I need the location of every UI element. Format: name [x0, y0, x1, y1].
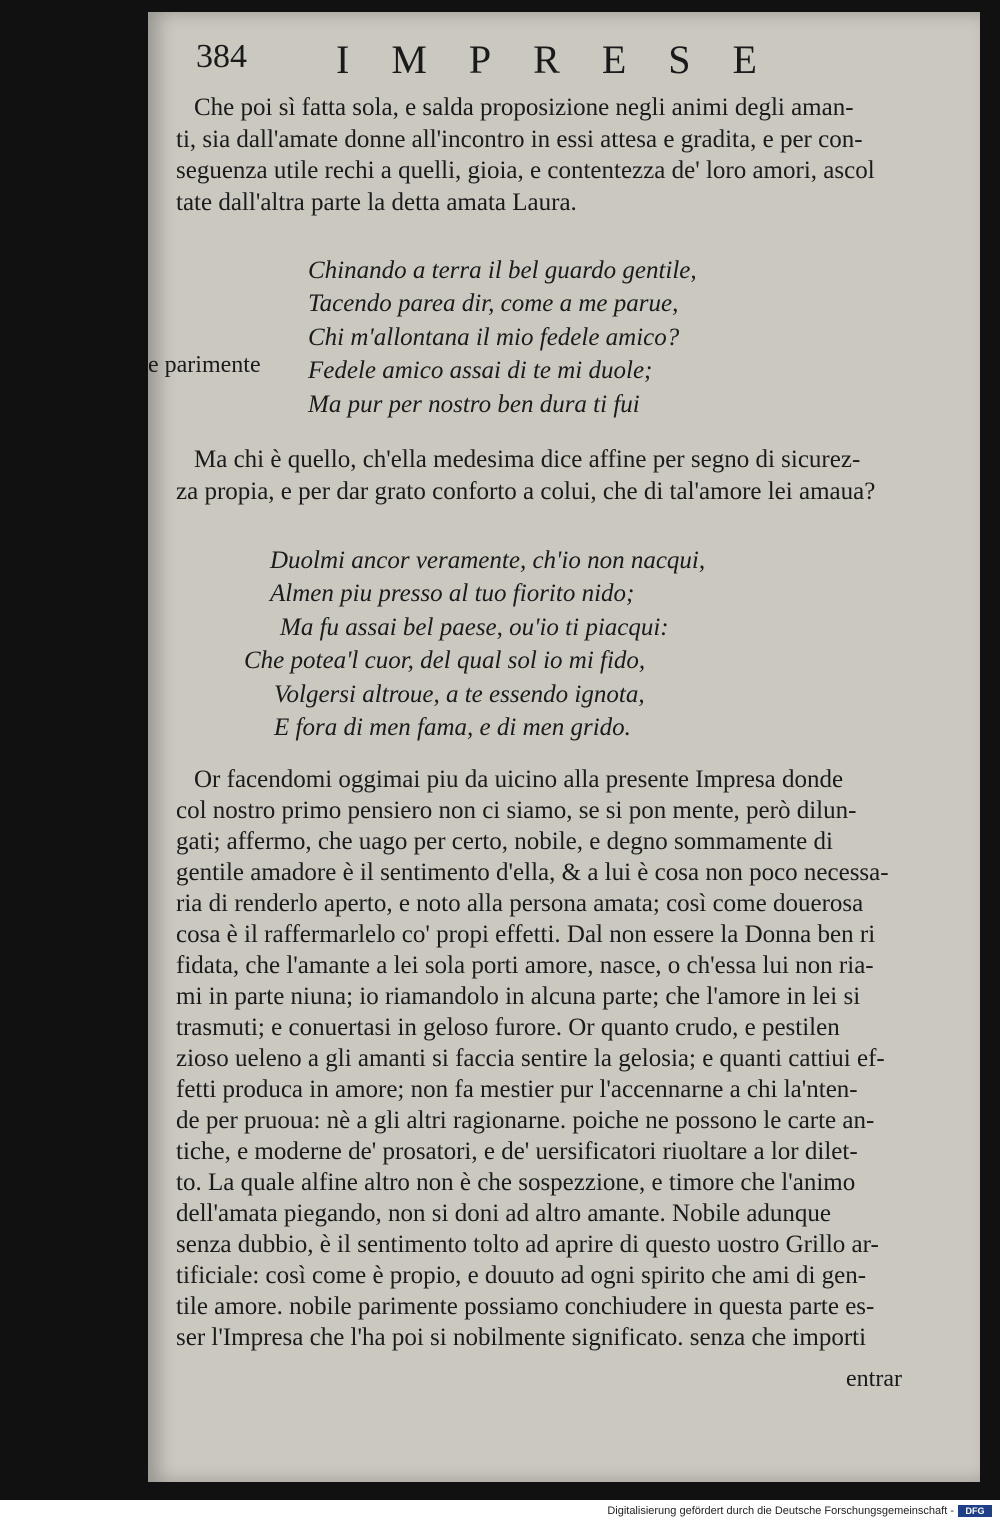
text-line: Ma chi è quello, ch'ella medesima dice affine per segno di sicurez- — [194, 446, 861, 473]
paragraph-2 — [176, 444, 951, 507]
text-line: ser l'Impresa che l'ha poi si nobilmente significato. senza che importi — [176, 1324, 867, 1351]
paragraph-1 — [176, 92, 951, 218]
footer-credit: Digitalisierung gefördert durch die Deutsche Forschungsgemeinschaft - — [607, 1505, 954, 1517]
verse-line: Tacendo parea dir, come a me parue, — [308, 290, 679, 318]
dfg-logo-icon: DFG — [958, 1505, 992, 1517]
verse-line: Chi m'allontana il mio fedele amico? — [308, 323, 680, 351]
text-line: fetti produca in amore; non fa mestier pur l'accennarne a chi la'nten- — [176, 1076, 858, 1103]
book-page — [148, 12, 980, 1482]
text-line: tate dall'altra parte la detta amata Laura. — [176, 188, 577, 216]
text-line: trasmuti; e conuertasi in geloso furore. Or quanto crudo, e pestilen — [176, 1014, 840, 1041]
text-line: dell'amata piegando, non si doni ad altro amante. Nobile adunque — [176, 1200, 832, 1227]
running-head — [196, 38, 976, 88]
text-line: to. La quale alfine altro non è che sospezzione, e timore che l'animo — [176, 1169, 856, 1196]
text-line: col nostro primo pensiero non ci siamo, se si pon mente, però dilun- — [176, 797, 857, 824]
paragraph-3 — [176, 764, 951, 1353]
section-title: IMPRESE — [336, 37, 799, 82]
verse-block-2 — [244, 544, 705, 744]
text-line: senza dubbio, è il sentimento tolto ad aprire di questo uostro Grillo ar- — [176, 1231, 879, 1258]
text-line: ti, sia dall'amate donne all'incontro in essi attesa e gradita, e per con- — [176, 125, 863, 153]
text-line: zioso ueleno a gli amanti si faccia sentire la gelosia; e quanti cattiui ef- — [176, 1045, 885, 1072]
text-line: ria di renderlo aperto, e noto alla persona amata; così come douerosa — [176, 890, 864, 917]
verse-line: Volgersi altroue, a te essendo ignota, — [274, 680, 645, 708]
text-line: de per pruoua: nè a gli altri ragionarne. poiche ne possono le carte an- — [176, 1107, 875, 1134]
text-line: fidata, che l'amante a lei sola porti amore, nasce, o ch'essa lui non ria- — [176, 952, 874, 979]
verse-line: Ma pur per nostro ben dura ti fui — [308, 390, 640, 418]
text-line: gentile amadore è il sentimento d'ella, & a lui è cosa non poco necessa- — [176, 859, 889, 886]
verse-line: E fora di men fama, e di men grido. — [274, 714, 631, 742]
text-line: Che poi sì fatta sola, e salda proposizione negli animi degli aman- — [194, 94, 854, 121]
text-line: mi in parte niuna; io riamandolo in alcuna parte; che l'amore in lei si — [176, 983, 861, 1010]
marginal-note: e parimente — [148, 352, 261, 378]
text-line: seguenza utile rechi a quelli, gioia, e contentezza de' loro amori, ascol — [176, 157, 875, 184]
text-line: Or facendomi oggimai piu da uicino alla presente Impresa donde — [194, 766, 844, 793]
verse-line: Fedele amico assai di te mi duole; — [308, 357, 653, 385]
verse-line: Duolmi ancor veramente, ch'io non nacqui, — [270, 547, 706, 574]
text-line: tificiale: così come è propio, e douuto ad ogni spirito che ami di gen- — [176, 1262, 867, 1289]
verse-block-1 — [308, 254, 697, 421]
verse-line: Che potea'l cuor, del qual sol io mi fido, — [244, 647, 646, 675]
text-line: gati; affermo, che uago per certo, nobile, e degno sommamente di — [176, 828, 833, 855]
page-number: 384 — [196, 38, 247, 75]
text-line: cosa è il raffermarlelo co' propi effetti. Dal non essere la Donna ben ri — [176, 921, 876, 948]
text-line: tiche, e moderne de' prosatori, e de' uersificatori riuoltare a lor dilet- — [176, 1138, 858, 1165]
catchword: entrar — [846, 1366, 902, 1392]
verse-line: Ma fu assai bel paese, ou'io ti piacqui: — [280, 613, 669, 641]
text-line: za propia, e per dar grato conforto a colui, che di tal'amore lei amaua? — [176, 477, 876, 505]
text-line: tile amore. nobile parimente possiamo conchiudere in questa parte es- — [176, 1293, 875, 1320]
digitization-footer — [0, 1502, 1000, 1520]
verse-line: Almen piu presso al tuo fiorito nido; — [270, 580, 635, 608]
verse-line: Chinando a terra il bel guardo gentile, — [308, 257, 697, 284]
